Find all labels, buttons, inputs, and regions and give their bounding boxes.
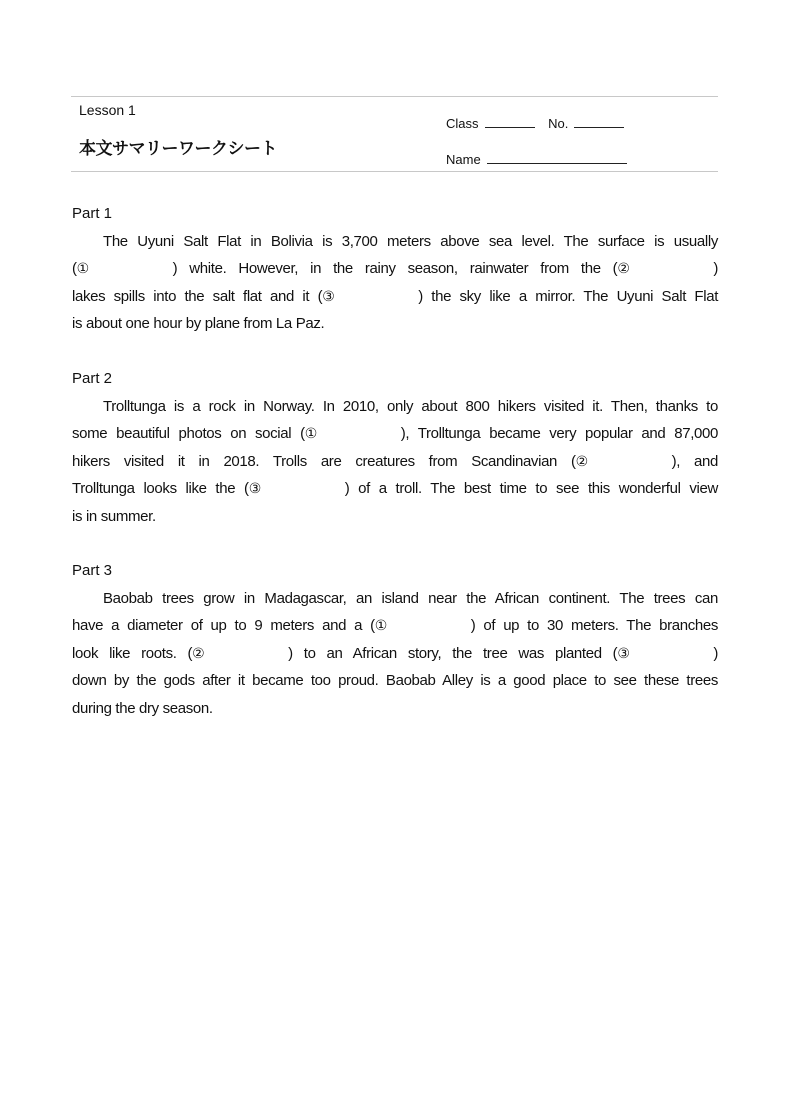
text-segment: during the dry season. <box>72 699 213 717</box>
text-segment: some beautiful photos on social ( <box>72 425 305 442</box>
paragraph-line <box>72 640 718 668</box>
paragraph-line <box>72 283 718 311</box>
text-segment: ), Trolltunga became very popular and 87,000 <box>400 425 718 442</box>
class-number-fields <box>446 115 624 131</box>
answer-blank[interactable]: ③ <box>248 481 261 497</box>
paragraph-line <box>72 255 718 283</box>
text-segment: ) of a troll. The best time to see this wonderful view <box>344 480 718 497</box>
text-segment: ( <box>72 260 77 277</box>
text-segment: down by the gods after it became too proud. Baobab Alley is a good place to see these trees <box>72 672 718 689</box>
part-1 <box>72 200 718 338</box>
answer-blank[interactable]: ③ <box>617 645 630 662</box>
number-field[interactable] <box>574 115 624 128</box>
paragraph-line <box>72 448 718 476</box>
class-field[interactable] <box>485 115 535 128</box>
text-segment: ) to an African story, the tree was planted ( <box>288 644 618 662</box>
paragraph-line <box>72 420 718 448</box>
text-segment: is in summer. <box>72 507 156 525</box>
part-2 <box>72 365 718 530</box>
text-segment: The Uyuni Salt Flat in Bolivia is 3,700 meters above sea level. The surface is usually <box>103 232 718 250</box>
text-segment: ) white. However, in the rainy season, rainwater from the ( <box>172 260 618 277</box>
text-segment: ) the sky like a mirror. The Uyuni Salt Flat <box>418 287 719 305</box>
lesson-label: Lesson 1 <box>79 102 136 118</box>
answer-blank[interactable]: ② <box>192 645 205 662</box>
paragraph-line <box>72 475 718 503</box>
no-label: No. <box>548 116 569 131</box>
paragraph-line <box>72 503 718 531</box>
paragraph-line <box>72 393 718 421</box>
text-segment: look like roots. ( <box>72 644 193 662</box>
part-label: Part 3 <box>72 562 113 579</box>
answer-blank[interactable]: ② <box>575 453 588 470</box>
name-field[interactable] <box>487 151 627 164</box>
text-segment: Trolltunga looks like the ( <box>72 480 249 497</box>
answer-blank[interactable]: ① <box>76 261 89 277</box>
name-field-row <box>446 151 627 167</box>
text-segment: ), and <box>671 452 718 470</box>
text-segment: ) of up to 30 meters. The branches <box>470 617 718 634</box>
paragraph-line <box>72 310 718 338</box>
part-label: Part 1 <box>72 205 113 222</box>
text-segment: hikers visited it in 2018. Trolls are creatures from Scandinavian ( <box>72 452 576 470</box>
answer-blank[interactable]: ① <box>304 426 317 442</box>
name-label: Name <box>446 152 481 167</box>
paragraph-line <box>72 228 718 256</box>
paragraph-line <box>72 695 718 723</box>
paragraph-line <box>72 585 718 613</box>
answer-blank[interactable]: ① <box>374 618 387 634</box>
answer-blank[interactable]: ③ <box>322 288 335 305</box>
class-label: Class <box>446 116 479 131</box>
text-segment: Trolltunga is a rock in Norway. In 2010, only about 800 hikers visited it. Then, thanks to <box>103 397 718 415</box>
text-segment: have a diameter of up to 9 meters and a ( <box>72 617 375 634</box>
text-segment: is about one hour by plane from La Paz. <box>72 315 325 332</box>
text-segment: Baobab trees grow in Madagascar, an island near the African continent. The trees can <box>103 589 718 607</box>
paragraph-line <box>72 612 718 640</box>
part-3 <box>72 557 718 722</box>
paragraph-line <box>72 667 718 695</box>
part-label: Part 2 <box>72 370 113 387</box>
answer-blank[interactable]: ② <box>617 261 630 277</box>
text-segment: lakes spills into the salt flat and it ( <box>72 287 323 305</box>
text-segment: ) <box>713 260 718 277</box>
worksheet-title: 本文サマリーワークシート <box>79 139 277 159</box>
header-bottom-rule <box>71 171 718 172</box>
header-top-rule <box>71 96 718 97</box>
text-segment: ) <box>713 644 718 662</box>
